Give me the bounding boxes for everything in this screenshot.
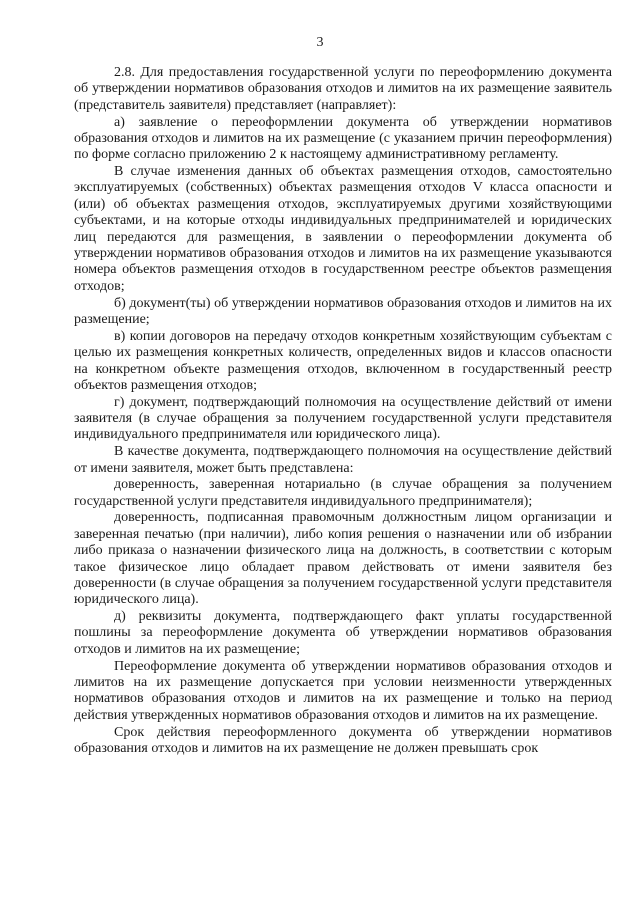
paragraph-item-v: в) копии договоров на передачу отходов конкретным хозяйствующим субъектам с целью их размещения конкретных количеств, определенных видов и классов опасности на конкретном объекте размещения отходов, включенном в государственный реестр объектов размещения отходов; [74, 328, 612, 393]
document-body [74, 65, 612, 758]
paragraph-item-b: б) документ(ты) об утверждении нормативов образования отходов и лимитов на их размещение; [74, 295, 612, 327]
paragraph-reissue-condition: Переоформление документа об утверждении нормативов образования отходов и лимитов на их размещение допускается при условии неизменности утвержденных нормативов образования отходов и лимитов на их размещение и только на период действия утвержденных нормативов образования отходов и лимитов на их размещение. [74, 658, 612, 723]
paragraph-item-g: г) документ, подтверждающий полномочия на осуществление действий от имени заявителя (в случае обращения за получением государственной услуги представителя индивидуального предпринимателя или юридического лица). [74, 394, 612, 443]
paragraph-item-a: а) заявление о переоформлении документа об утверждении нормативов образования отходов и лимитов на их размещение (с указанием причин переоформления) по форме согласно приложению 2 к настоящему административному регламенту. [74, 114, 612, 163]
paragraph-validity-period: Срок действия переоформленного документа об утверждении нормативов образования отходов и лимитов на их размещение не должен превышать срок [74, 724, 612, 756]
paragraph-2-8-intro: 2.8. Для предоставления государственной услуги по переоформлению документа об утверждении нормативов образования отходов и лимитов на их размещение заявитель (представитель заявителя) представляет (направляет): [74, 65, 612, 113]
page-number: 3 [316, 35, 324, 50]
paragraph-item-d: д) реквизиты документа, подтверждающего факт уплаты государственной пошлины за переоформление документа об утверждении нормативов образования отходов и лимитов на их размещение; [74, 609, 612, 657]
paragraph-signed-poa: доверенность, подписанная правомочным должностным лицом организации и заверенная печатью (при наличии), либо копия решения о назначении или об избрании либо приказа о назначении физического лица на должность, в соответствии с которым такое физическое лицо обладает правом действовать от имени заявителя без доверенности (в случае обращения за получением государственной услуги представителя юридического лица). [74, 510, 612, 608]
paragraph-data-change: В случае изменения данных об объектах размещения отходов, самостоятельно эксплуатируемых (собственных) объектах размещения отходов V класса опасности и (или) об объектах размещения отходов, эксплуатируемых другими хозяйствующими субъектами, и на которые отходы индивидуальных предпринимателей и юридических лиц передаются для размещения, в заявлении о переоформлении документа об утверждении нормативов образования отходов и лимитов на их размещение указываются номера объектов размещения отходов в государственном реестре объектов размещения отходов; [74, 164, 612, 294]
paragraph-authority-doc: В качестве документа, подтверждающего полномочия на осуществление действий от имени заявителя, может быть представлена: [74, 444, 612, 476]
paragraph-notarized-poa: доверенность, заверенная нотариально (в случае обращения за получением государственной услуги представителя индивидуального предпринимателя); [74, 477, 612, 509]
